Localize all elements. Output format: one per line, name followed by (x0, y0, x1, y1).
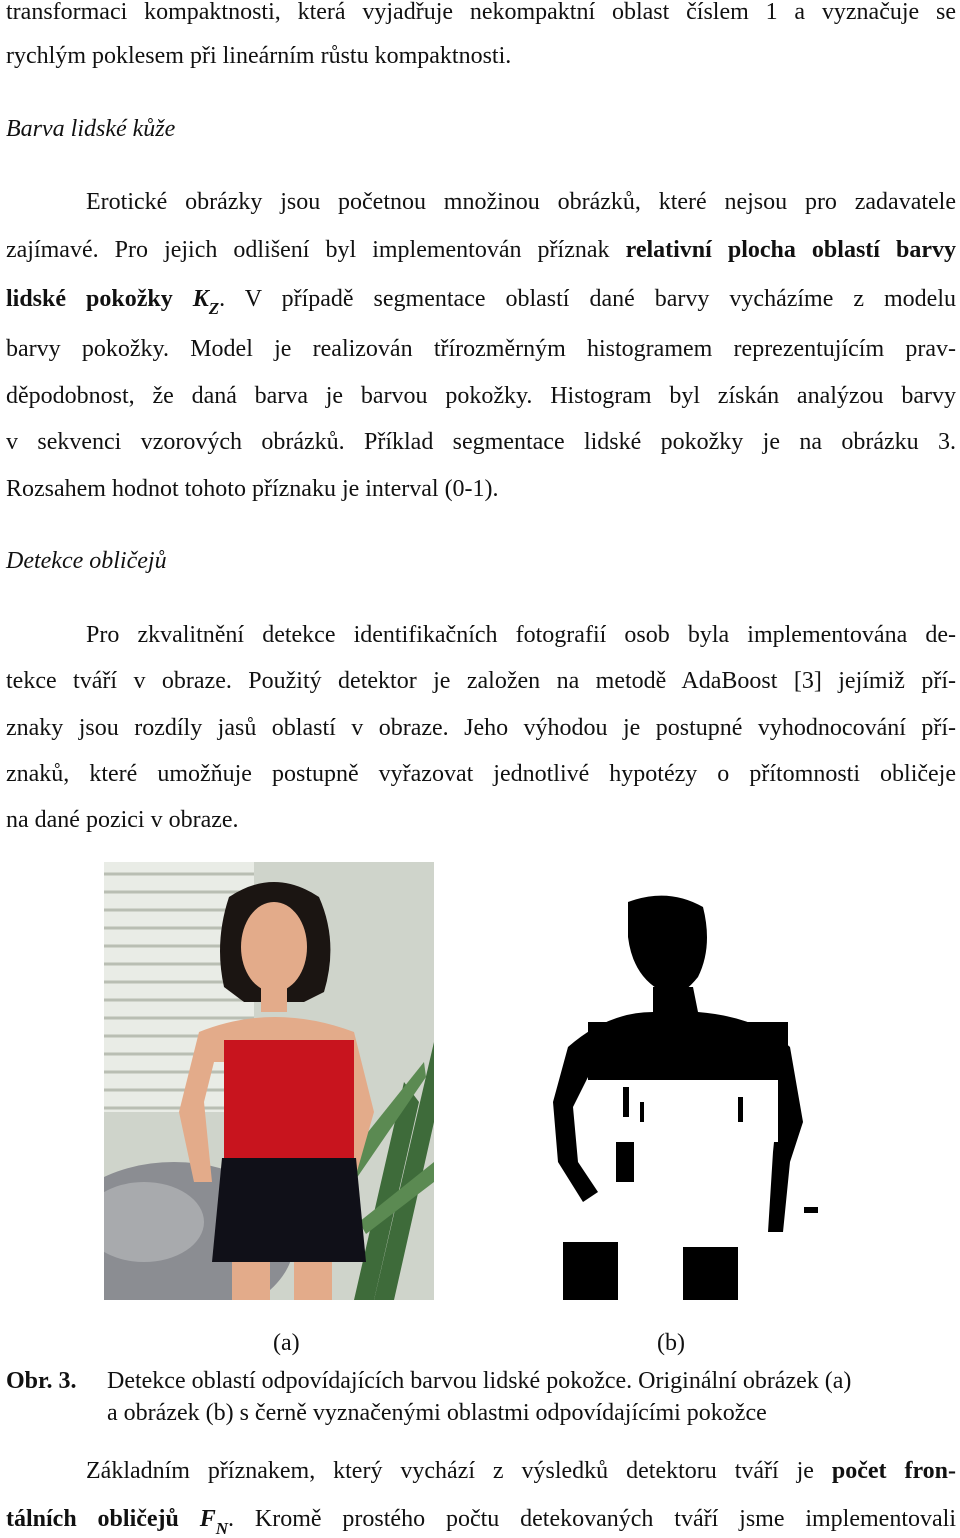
mask-leg-left (563, 1242, 618, 1300)
feature-name-face-count: počet fron- (831, 1458, 957, 1484)
black-skirt (212, 1158, 366, 1262)
skin-para-line-7: Rozsahem hodnot tohoto příznaku je interval (0-1). (6, 476, 499, 502)
count-para-line-2 (6, 1504, 956, 1536)
intro-line-2: rychlým poklesem při lineárním růstu kompaktnosti. (6, 43, 512, 69)
heading-face-detection: Detekce obličejů (6, 548, 167, 574)
skin-para-line-3-text: . V případě segmentace oblastí dané barvy vycházíme z modelu (219, 286, 956, 312)
count-para-line-1 (86, 1456, 956, 1486)
face (241, 902, 307, 992)
intro-line-1: transformaci kompaktnosti, která vyjadřuje nekompaktní oblast číslem 1 a vyznačuje se (6, 0, 956, 25)
skin-para-line-2-text: zajímavé. Pro jejich odlišení byl implementován příznak (6, 237, 626, 263)
skin-para-line-4: barvy pokožky. Model je realizován třírozměrným histogramem reprezentujícím prav- (6, 336, 956, 362)
symbol-fn: F (199, 1506, 216, 1532)
subfigure-label-a: (a) (273, 1330, 300, 1356)
skin-para-line-6: v sekvenci vzorových obrázků. Příklad segmentace lidské pokožky je na obrázku 3. (6, 429, 956, 455)
faces-para-line-3: znaky jsou rozdíly jasů oblastí v obraze. Jeho výhodou je postupné vyhodnocování pří- (6, 715, 956, 741)
faces-para-line-5: na dané pozici v obraze. (6, 807, 239, 833)
symbol-fn-subscript: N (215, 1519, 229, 1538)
faces-para-line-2: tekce tváří v obraze. Použitý detektor je založen na metodě AdaBoost [3] jejímiž pří- (6, 668, 956, 694)
skin-para-line-3 (6, 284, 956, 316)
mask-leg-right (683, 1247, 738, 1300)
red-top (224, 1040, 354, 1158)
faces-para-line-4: znaků, které umožňuje postupně vyřazovat jednotlivé hypotézy o přítomnosti obličeje (6, 761, 956, 787)
count-para-line-1-text: Základním příznakem, který vychází z výsledků detektoru tváří je (86, 1458, 832, 1484)
figure-skin-mask (528, 862, 828, 1300)
skin-para-line-2 (6, 235, 956, 265)
heading-skin-color: Barva lidské kůže (6, 116, 176, 142)
symbol-kz: K (192, 286, 209, 312)
count-para-line-2-text: . Kromě prostého počtu detekovaných tváří jsme implementovali (228, 1506, 956, 1532)
feature-name-face-count-cont: tálních obličejů (6, 1506, 200, 1532)
subfigure-label-b: (b) (657, 1330, 685, 1356)
figure-number: Obr. 3. (6, 1368, 77, 1394)
figure-caption-line-2: a obrázek (b) s černě vyznačenými oblastmi odpovídajícími pokožce (107, 1400, 767, 1426)
feature-name-skin-area-cont: lidské pokožky (6, 286, 193, 312)
skin-para-line-5: děpodobnost, že daná barva je barvou pokožky. Histogram byl získán analýzou barvy (6, 383, 956, 409)
skin-para-line-1: Erotické obrázky jsou početnou množinou obrázků, které nejsou pro zadavatele (86, 189, 956, 215)
faces-para-line-1: Pro zkvalitnění detekce identifikačních fotografií osob byla implementována de- (86, 622, 956, 648)
figure-original-photo (104, 862, 434, 1300)
feature-name-skin-area: relativní plocha oblastí barvy (625, 237, 957, 263)
symbol-kz-subscript: Z (208, 299, 220, 318)
figure-caption-line-1: Detekce oblastí odpovídajících barvou lidské pokožce. Originální obrázek (a) (107, 1368, 852, 1394)
